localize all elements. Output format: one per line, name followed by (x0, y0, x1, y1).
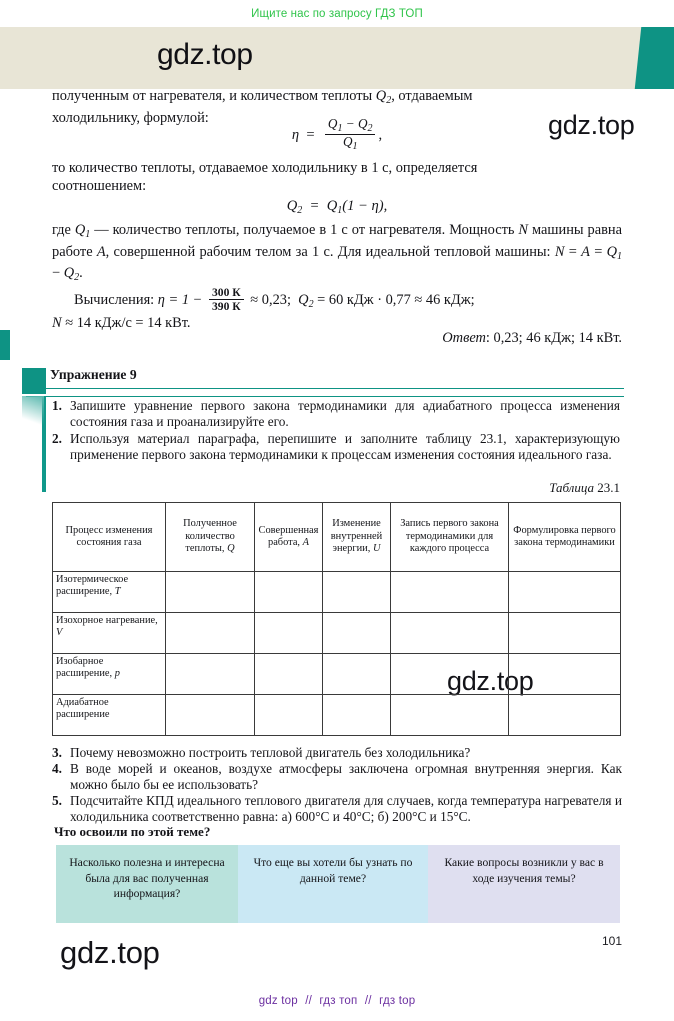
calculations-result-q2: $Q_2 = 60$ кДж · 0,77 ≈ 46 кДж; (298, 291, 475, 310)
table-cell-2-5[interactable] (509, 654, 621, 695)
table-cell-2-2[interactable] (255, 654, 323, 695)
paragraph-heat-transfer-line1: то количество теплоты, отдаваемое холодильнику в 1 с, определяется (52, 160, 478, 176)
table-header-3-text: Изменение внутренней энергии, (330, 518, 383, 555)
fraction-denominator: $Q_1$ (325, 134, 376, 152)
question-item-4-text: В воде морей и океанов, воздухе атмосферы заключена огромная внутренняя энергия. Как можно было бы ее использовать? (70, 761, 622, 793)
table-row-3-label-text: Адиабатное расширение (56, 697, 110, 721)
table-cell-0-3[interactable] (323, 572, 391, 613)
equation-fraction (325, 117, 376, 152)
footer-link-2[interactable]: гдз топ (319, 995, 358, 1007)
calculations-result-power: N ≈ 14 кДж/с = 14 кВт. (52, 314, 191, 331)
paragraph-intro-part-c: холодильнику, формулой: (52, 109, 209, 126)
variable-n: N (518, 222, 529, 238)
table-header-cell-2 (255, 503, 323, 572)
table-cell-3-5[interactable] (509, 695, 621, 736)
table-caption (549, 480, 620, 496)
calculations-fraction-numerator: 300 К (211, 286, 241, 299)
table-row-0-label-var: T (114, 586, 121, 598)
variable-q1: Q (74, 222, 86, 238)
learn-box-3-text: Какие вопросы возникли у вас в ходе изучения темы? (444, 856, 604, 885)
question-item-3-number: 3. (52, 745, 62, 760)
watermark-logo-top: gdz.top (548, 110, 635, 140)
table-cell-0-5[interactable] (509, 572, 621, 613)
equation-eta-symbol: η (291, 127, 300, 144)
header-band-teal-accent (635, 27, 674, 89)
table-cell-0-2[interactable] (255, 572, 323, 613)
paragraph-heat-transfer-line2: соотношением: (52, 177, 147, 194)
table-row (53, 654, 621, 695)
table-cell-0-4[interactable] (391, 572, 509, 613)
table-row-1-label (53, 613, 166, 654)
exercise-item-2 (52, 431, 620, 464)
table-row-0-label (53, 572, 166, 613)
equation-q2-expression: $Q_2 = Q_1(1 - \eta)$, (286, 198, 388, 216)
exercise-item-1 (52, 398, 620, 431)
calculations-result-eta: ≈ 0,23; (250, 291, 291, 308)
promo-banner-text: Ищите нас по запросу ГДЗ ТОП (251, 8, 423, 20)
header-band-beige (0, 27, 663, 89)
paragraph-intro-part-a: полученным от нагревателя, и количеством теплоты (52, 88, 376, 104)
table-header-5-text: Формулировка первого закона термодинамики (513, 524, 616, 548)
watermark-logo-middle: gdz.top (447, 666, 534, 696)
table-caption-word: Таблица (549, 480, 594, 495)
learn-box-3[interactable] (428, 845, 620, 923)
table-header-row (53, 503, 621, 572)
exercise-item-2-text: Используя материал параграфа, перепишите и заполните таблицу 23.1, характеризующую применение первого закона термодинамики к процессам изменения состояния идеального газа. (70, 431, 620, 463)
thermodynamics-table (52, 502, 621, 736)
equation-trailing-comma: , (378, 127, 383, 144)
decor-vertical-fade (22, 396, 44, 430)
table-cell-2-1[interactable] (166, 654, 255, 695)
table-header-cell-1 (166, 503, 255, 572)
table-header-cell-3 (323, 503, 391, 572)
table-row (53, 572, 621, 613)
question-item-3 (52, 745, 622, 761)
calculations-block (52, 287, 622, 333)
answer-value: : 0,23; 46 кДж; 14 кВт. (485, 330, 622, 346)
table-header-3-var: U (372, 543, 381, 555)
table-cell-3-3[interactable] (323, 695, 391, 736)
table-cell-1-1[interactable] (166, 613, 255, 654)
table-header-1-var: Q (227, 543, 235, 555)
table-header-4-text: Запись первого закона термодинамики для каждого процесса (400, 518, 499, 555)
footer-link-1[interactable]: gdz top (258, 995, 298, 1007)
paragraph-heat-transfer (52, 160, 622, 195)
table-row-2-label-var: p (114, 668, 120, 680)
learn-box-1[interactable] (56, 845, 238, 923)
exercise-item-1-number: 1. (52, 398, 62, 413)
table-header-2-text: Совершенная работа, (258, 524, 319, 548)
equation-q2-formula (0, 198, 674, 216)
table-header-0-text: Процесс изменения состояния газа (65, 524, 153, 548)
paragraph-intro-part-b: , отдаваемым (391, 88, 473, 104)
footer-separator-1: // (305, 995, 313, 1007)
variable-a: A (96, 243, 106, 260)
table-row-1-label-text: Изохорное нагревание, (56, 615, 158, 626)
question-item-5-number: 5. (52, 793, 62, 808)
exercise-item-2-number: 2. (52, 431, 62, 446)
calculations-eta-expr: η = 1 − (157, 291, 203, 308)
learn-section-title: Что освоили по этой теме? (54, 824, 211, 839)
table-cell-1-4[interactable] (391, 613, 509, 654)
table-cell-1-2[interactable] (255, 613, 323, 654)
decor-left-tab (0, 330, 10, 360)
learn-boxes-row (56, 845, 620, 923)
table-row (53, 613, 621, 654)
table-row (53, 695, 621, 736)
table-row-3-label (53, 695, 166, 736)
watermark-logo-bottom: gdz.top (60, 935, 160, 970)
table-header-1-text: Полученное количество теплоты, (183, 518, 237, 555)
question-item-4 (52, 761, 622, 793)
table-header-cell-4 (391, 503, 509, 572)
calculations-fraction-denominator: 390 К (209, 299, 244, 313)
learn-box-1-text: Насколько полезна и интересна была для вас полученная информация? (69, 856, 225, 901)
table-cell-0-1[interactable] (166, 572, 255, 613)
footer-link-3[interactable]: гдз top (379, 995, 416, 1007)
header-band (0, 27, 674, 89)
paragraph-power-definition: где $Q_1$ — количество теплоты, получаемое в 1 с от нагревателя. Мощность N машины равна работе A, совершенной рабочим телом за 1 с. Для идеальной тепловой машины: $N = A = Q_1 - Q_2$. (52, 222, 623, 284)
footer-separator-2: // (364, 995, 372, 1007)
table-cell-2-3[interactable] (323, 654, 391, 695)
table-cell-2-4[interactable] (391, 654, 509, 695)
footer-links (0, 995, 674, 1007)
equation-ideal-machine: N (554, 243, 565, 260)
table-cell-3-2[interactable] (255, 695, 323, 736)
calculations-label: Вычисления: (74, 291, 155, 308)
question-item-5-text: Подсчитайте КПД идеального теплового двигателя для случаев, когда температура нагревателя и холодильника соответственно равна: а) 600°С и 40°С; б) 200°С и 15°С. (70, 793, 622, 825)
equation-efficiency: η = $\frac{Q_1 - Q_2}{Q_1}$ , (291, 116, 383, 153)
table-header-2-var: A (302, 537, 309, 548)
table-row-1-label-var: V (56, 627, 63, 639)
page-number: 101 (601, 934, 622, 948)
decor-rule-top (42, 388, 624, 389)
site-logo-header: gdz.top (157, 38, 253, 71)
question-item-4-number: 4. (52, 761, 62, 776)
exercise-title: Упражнение 9 (50, 367, 137, 382)
table-cell-3-1[interactable] (166, 695, 255, 736)
table-cell-1-5[interactable] (509, 613, 621, 654)
table-row-0-label-text: Изотермическое расширение, (56, 574, 129, 598)
fraction-numerator: $Q_1 - Q_2$ (327, 116, 373, 134)
variable-q2: $Q_2$ (375, 88, 392, 106)
answer-line (52, 330, 622, 348)
table-cell-3-4[interactable] (391, 695, 509, 736)
decor-teal-square (22, 368, 46, 394)
learn-box-2[interactable] (238, 845, 428, 923)
table-caption-number: 23.1 (594, 480, 620, 495)
table-cell-1-3[interactable] (323, 613, 391, 654)
table-header-cell-5 (509, 503, 621, 572)
calculations-fraction (209, 286, 244, 313)
answer-label: Ответ (442, 330, 486, 346)
table-header-cell-0 (53, 503, 166, 572)
question-item-5 (52, 793, 622, 825)
table-row-2-label (53, 654, 166, 695)
question-item-3-text: Почему невозможно построить тепловой двигатель без холодильника? (70, 745, 471, 760)
table-row-2-label-text: Изобарное расширение, (56, 656, 115, 680)
learn-box-2-text: Что еще вы хотели бы узнать по данной теме? (253, 856, 413, 885)
exercise-item-1-text: Запишите уравнение первого закона термодинамики для адиабатного процесса изменения состояния газа и проанализируйте его. (70, 398, 620, 430)
